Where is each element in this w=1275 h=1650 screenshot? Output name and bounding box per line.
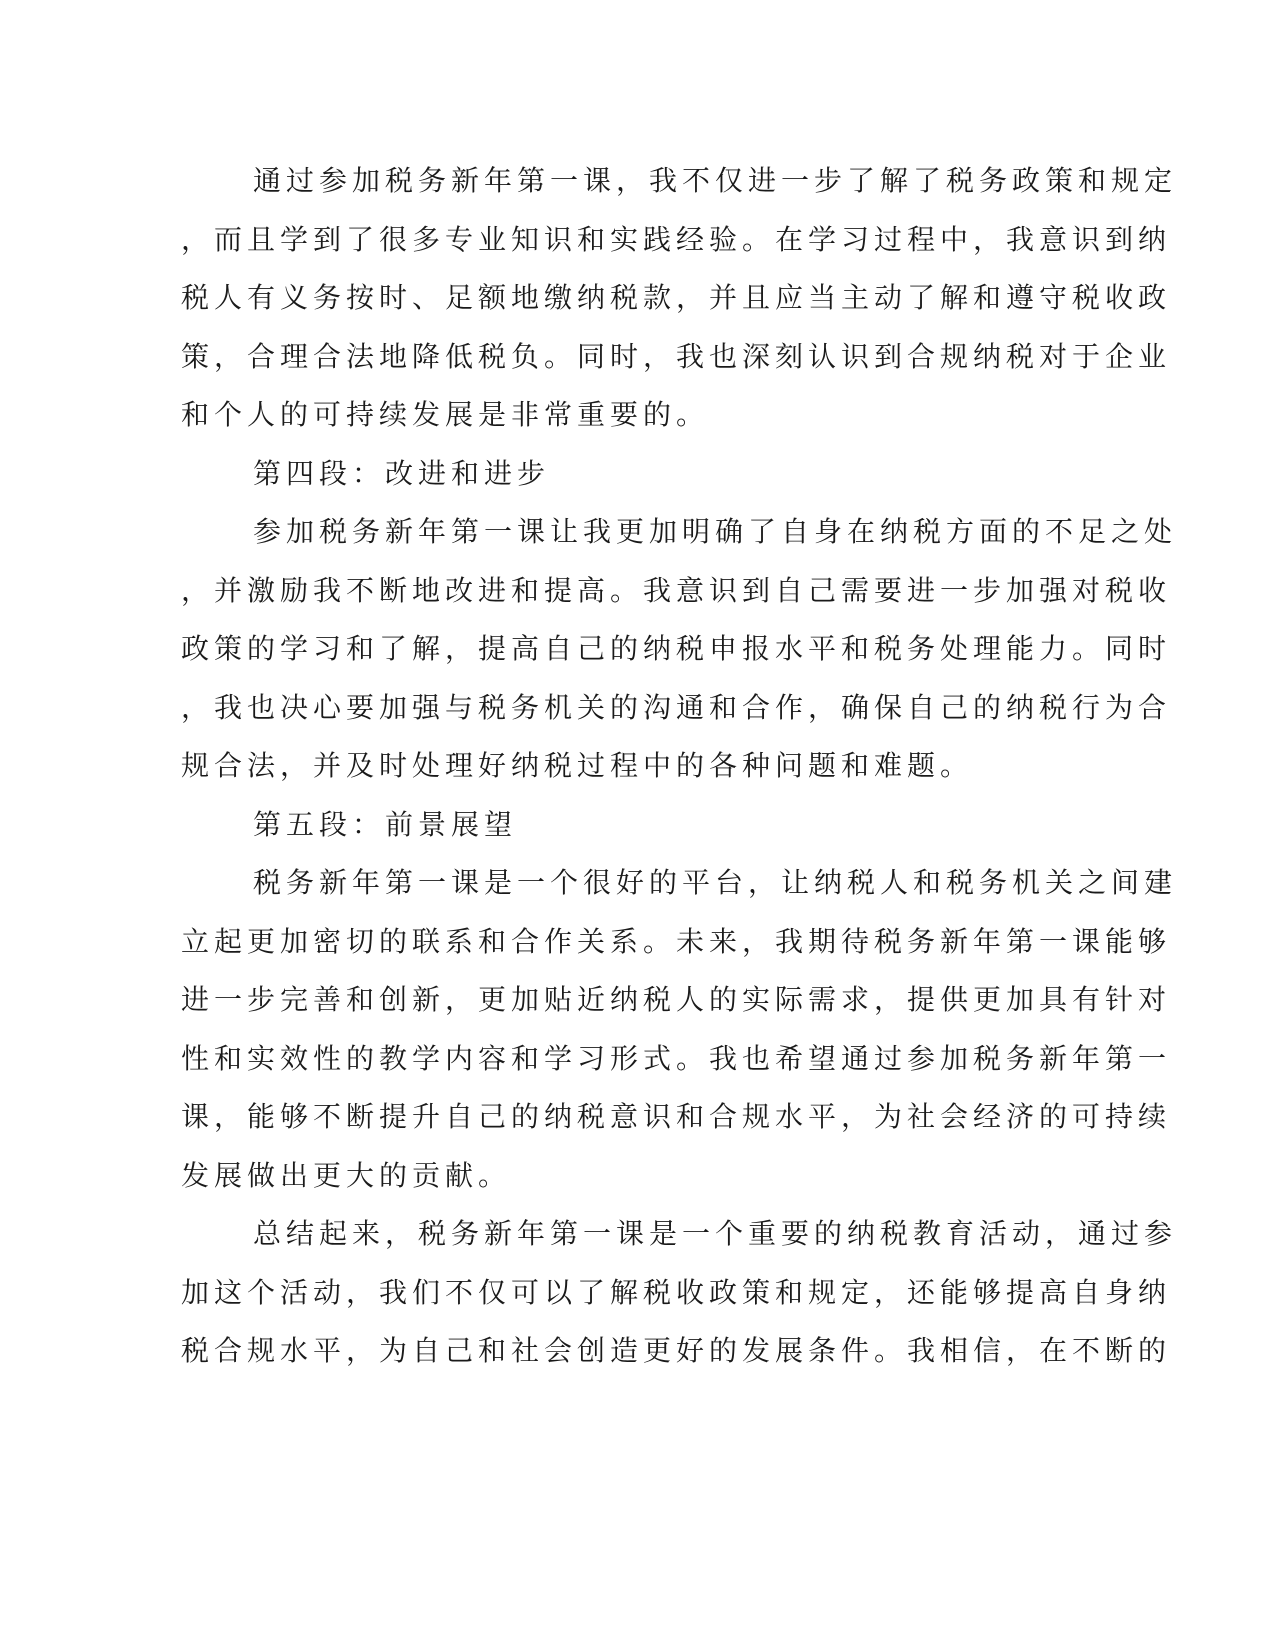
text-line: ，并激励我不断地改进和提高。我意识到自己需要进一步加强对税收 bbox=[181, 574, 1172, 607]
text-line: 政策的学习和了解，提高自己的纳税申报水平和税务处理能力。同时 bbox=[181, 632, 1172, 665]
text-line: 总结起来，税务新年第一课是一个重要的纳税教育活动，通过参 bbox=[253, 1217, 1178, 1250]
text-line: 策，合理合法地降低税负。同时，我也深刻认识到合规纳税对于企业 bbox=[181, 340, 1172, 373]
text-line: 税合规水平，为自己和社会创造更好的发展条件。我相信，在不断的 bbox=[181, 1334, 1172, 1367]
text-line: 立起更加密切的联系和合作关系。未来，我期待税务新年第一课能够 bbox=[181, 925, 1172, 958]
text-line: 税人有义务按时、足额地缴纳税款，并且应当主动了解和遵守税收政 bbox=[181, 281, 1172, 314]
text-line: 性和实效性的教学内容和学习形式。我也希望通过参加税务新年第一 bbox=[181, 1042, 1172, 1075]
text-line: 进一步完善和创新，更加贴近纳税人的实际需求，提供更加具有针对 bbox=[181, 983, 1172, 1016]
section-heading: 第四段：改进和进步 bbox=[253, 457, 551, 490]
text-line: 参加税务新年第一课让我更加明确了自身在纳税方面的不足之处 bbox=[253, 515, 1178, 548]
text-line: 税务新年第一课是一个很好的平台，让纳税人和税务机关之间建 bbox=[253, 866, 1178, 899]
text-line: 规合法，并及时处理好纳税过程中的各种问题和难题。 bbox=[181, 749, 974, 782]
text-line: ，我也决心要加强与税务机关的沟通和合作，确保自己的纳税行为合 bbox=[181, 691, 1172, 724]
section-heading: 第五段：前景展望 bbox=[253, 808, 518, 841]
text-line: 加这个活动，我们不仅可以了解税收政策和规定，还能够提高自身纳 bbox=[181, 1276, 1172, 1309]
text-line: 发展做出更大的贡献。 bbox=[181, 1159, 512, 1192]
text-line: 课，能够不断提升自己的纳税意识和合规水平，为社会经济的可持续 bbox=[181, 1100, 1172, 1133]
text-line: 和个人的可持续发展是非常重要的。 bbox=[181, 398, 710, 431]
text-line: 通过参加税务新年第一课，我不仅进一步了解了税务政策和规定 bbox=[253, 164, 1178, 197]
text-line: ，而且学到了很多专业知识和实践经验。在学习过程中，我意识到纳 bbox=[181, 223, 1172, 256]
